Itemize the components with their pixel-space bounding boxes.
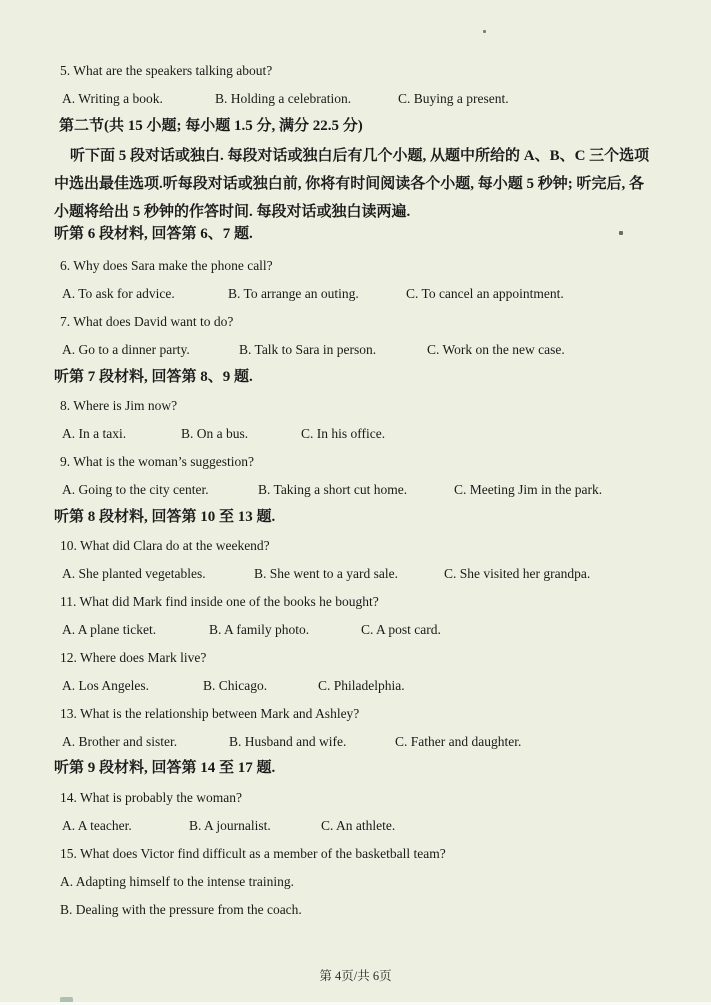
question-8-option-b: B. On a bus. [181, 426, 249, 441]
question-5-options [60, 89, 711, 109]
question-6-option-b: B. To arrange an outing. [228, 286, 359, 301]
question-6-option-a: A. To ask for advice. [62, 286, 175, 301]
question-9-option-a: A. Going to the city center. [62, 482, 209, 497]
question-11-options [60, 620, 711, 640]
question-7-option-a: A. Go to a dinner party. [62, 342, 190, 357]
question-15-option-b: B. Dealing with the pressure from the coach. [60, 902, 302, 917]
question-7-text: 7. What does David want to do? [60, 314, 234, 329]
question-10-option-a: A. She planted vegetables. [62, 566, 206, 581]
question-9-option-c: C. Meeting Jim in the park. [454, 482, 603, 497]
question-12-options [60, 676, 711, 696]
question-7-option-c: C. Work on the new case. [427, 342, 565, 357]
question-6-options [60, 284, 711, 304]
question-15-text: 15. What does Victor find difficult as a member of the basketball team? [60, 846, 446, 861]
material-8-heading: 听第 8 段材料, 回答第 10 至 13 题. [54, 509, 276, 525]
section-2-directions-line-1: 听下面 5 段对话或独白. 每段对话或独白后有几个小题, 从题中所给的 A、B、C 三个选项 [70, 148, 650, 164]
question-5-option-b: B. Holding a celebration. [215, 91, 352, 106]
material-9-heading: 听第 9 段材料, 回答第 14 至 17 题. [54, 760, 276, 776]
question-9-text: 9. What is the woman’s suggestion? [60, 454, 254, 469]
question-13-option-a: A. Brother and sister. [62, 734, 178, 749]
question-14-option-c: C. An athlete. [321, 818, 396, 833]
question-13-options [60, 732, 711, 752]
material-6-heading: 听第 6 段材料, 回答第 6、7 题. [54, 226, 253, 242]
question-13-text: 13. What is the relationship between Mark and Ashley? [60, 706, 360, 721]
question-8-options [60, 424, 711, 444]
question-11-option-b: B. A family photo. [209, 622, 310, 637]
question-5-text: 5. What are the speakers talking about? [60, 63, 273, 78]
question-14-options [60, 816, 711, 836]
section-2-directions-line-2: 中选出最佳选项.听每段对话或独白前, 你将有时间阅读各个小题, 每小题 5 秒钟; 听完后, 各 [54, 176, 644, 192]
ink-dot-artifact [483, 30, 486, 33]
question-12-text: 12. Where does Mark live? [60, 650, 207, 665]
section-2-directions-line-3: 小题将给出 5 秒钟的作答时间. 每段对话或独白读两遍. [54, 204, 411, 220]
question-10-text: 10. What did Clara do at the weekend? [60, 538, 270, 553]
question-12-option-b: B. Chicago. [203, 678, 268, 693]
question-12-option-a: A. Los Angeles. [62, 678, 149, 693]
question-5-option-c: C. Buying a present. [398, 91, 509, 106]
question-7-options [60, 340, 711, 360]
material-7-heading: 听第 7 段材料, 回答第 8、9 题. [54, 369, 253, 385]
question-5-option-a: A. Writing a book. [62, 91, 163, 106]
question-8-option-a: A. In a taxi. [62, 426, 127, 441]
question-9-options [60, 480, 711, 500]
question-13-option-b: B. Husband and wife. [229, 734, 347, 749]
question-9-option-b: B. Taking a short cut home. [258, 482, 408, 497]
question-11-option-a: A. A plane ticket. [62, 622, 157, 637]
question-13-option-c: C. Father and daughter. [395, 734, 522, 749]
ink-dot-artifact [619, 231, 623, 235]
question-10-option-b: B. She went to a yard sale. [254, 566, 398, 581]
question-10-option-c: C. She visited her grandpa. [444, 566, 591, 581]
question-14-text: 14. What is probably the woman? [60, 790, 242, 805]
question-12-option-c: C. Philadelphia. [318, 678, 405, 693]
section-2-title: 第二节(共 15 小题; 每小题 1.5 分, 满分 22.5 分) [59, 118, 363, 134]
question-8-option-c: C. In his office. [301, 426, 386, 441]
question-10-options [60, 564, 711, 584]
page-number-footer: 第 4页/共 6页 [319, 969, 392, 983]
question-7-option-b: B. Talk to Sara in person. [239, 342, 377, 357]
question-15-option-a: A. Adapting himself to the intense training. [60, 874, 294, 889]
question-14-option-a: A. A teacher. [62, 818, 132, 833]
question-6-option-c: C. To cancel an appointment. [406, 286, 564, 301]
question-11-text: 11. What did Mark find inside one of the books he bought? [60, 594, 379, 609]
question-14-option-b: B. A journalist. [189, 818, 271, 833]
question-6-text: 6. Why does Sara make the phone call? [60, 258, 273, 273]
question-8-text: 8. Where is Jim now? [60, 398, 178, 413]
question-11-option-c: C. A post card. [361, 622, 441, 637]
